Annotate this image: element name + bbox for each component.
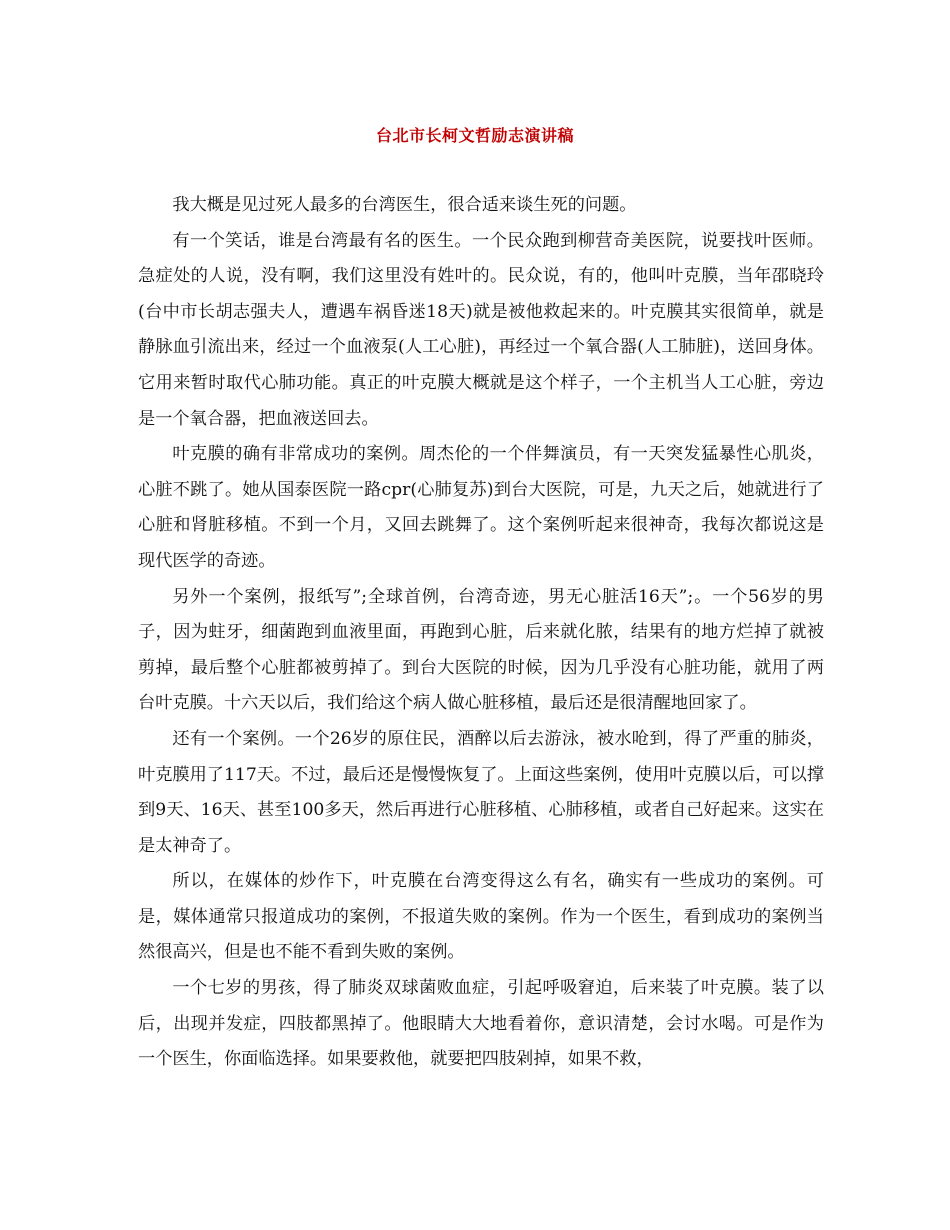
paragraph-7: 一个七岁的男孩，得了肺炎双球菌败血症，引起呼吸窘迫，后来装了叶克膜。装了以后，出现并发症，四肢都黑掉了。他眼睛大大地看着你，意识清楚，会讨水喝。可是作为一个医生，你面临选择。如果要救他，就要把四肢剁掉，如果不救，	[138, 978, 824, 1070]
paragraph-2: 有一个笑话，谁是台湾最有名的医生。一个民众跑到柳营奇美医院，说要找叶医师。急症处的人说，没有啊，我们这里没有姓叶的。民众说，有的，他叫叶克膜，当年邵晓玲(台中市长胡志强夫人，遭遇车祸昏迷18天)就是被他救起来的。叶克膜其实很简单，就是静脉血引流出来，经过一个血液泵(人工心脏)，再经过一个氧合器(人工肺脏)，送回身体。它用来暂时取代心肺功能。真正的叶克膜大概就是这个样子，一个主机当人工心脏，旁边是一个氧合器，把血液送回去。	[138, 230, 824, 429]
paragraph-4: 另外一个案例，报纸写”;全球首例，台湾奇迹，男无心脏活16天”;。一个56岁的男子，因为蛀牙，细菌跑到血液里面，再跑到心脏，后来就化脓，结果有的地方烂掉了就被剪掉，最后整个心脏都被剪掉了。到台大医院的时候，因为几乎没有心脏功能，就用了两台叶克膜。十六天以后，我们给这个病人做心脏移植，最后还是很清醒地回家了。	[138, 586, 824, 714]
paragraph-1: 我大概是见过死人最多的台湾医生，很合适来谈生死的问题。	[172, 195, 637, 215]
paragraph-6: 所以，在媒体的炒作下，叶克膜在台湾变得这么有名，确实有一些成功的案例。可是，媒体通常只报道成功的案例，不报道失败的案例。作为一个医生，看到成功的案例当然很高兴，但是也不能不看到失败的案例。	[138, 871, 824, 963]
paragraph-3: 叶克膜的确有非常成功的案例。周杰伦的一个伴舞演员，有一天突发猛暴性心肌炎，心脏不跳了。她从国泰医院一路cpr(心肺复苏)到台大医院，可是，九天之后，她就进行了心脏和肾脏移植。不到一个月，又回去跳舞了。这个案例听起来很神奇，我每次都说这是现代医学的奇迹。	[138, 444, 824, 571]
document-title: 台北市长柯文哲励志演讲稿	[375, 126, 574, 145]
document-body	[138, 188, 824, 1078]
paragraph-5: 还有一个案例。一个26岁的原住民，酒醉以后去游泳，被水呛到，得了严重的肺炎，叶克膜用了117天。不过，最后还是慢慢恢复了。上面这些案例，使用叶克膜以后，可以撑到9天、16天、甚至100多天，然后再进行心脏移植、心肺移植，或者自己好起来。这实在是太神奇了。	[138, 728, 824, 856]
